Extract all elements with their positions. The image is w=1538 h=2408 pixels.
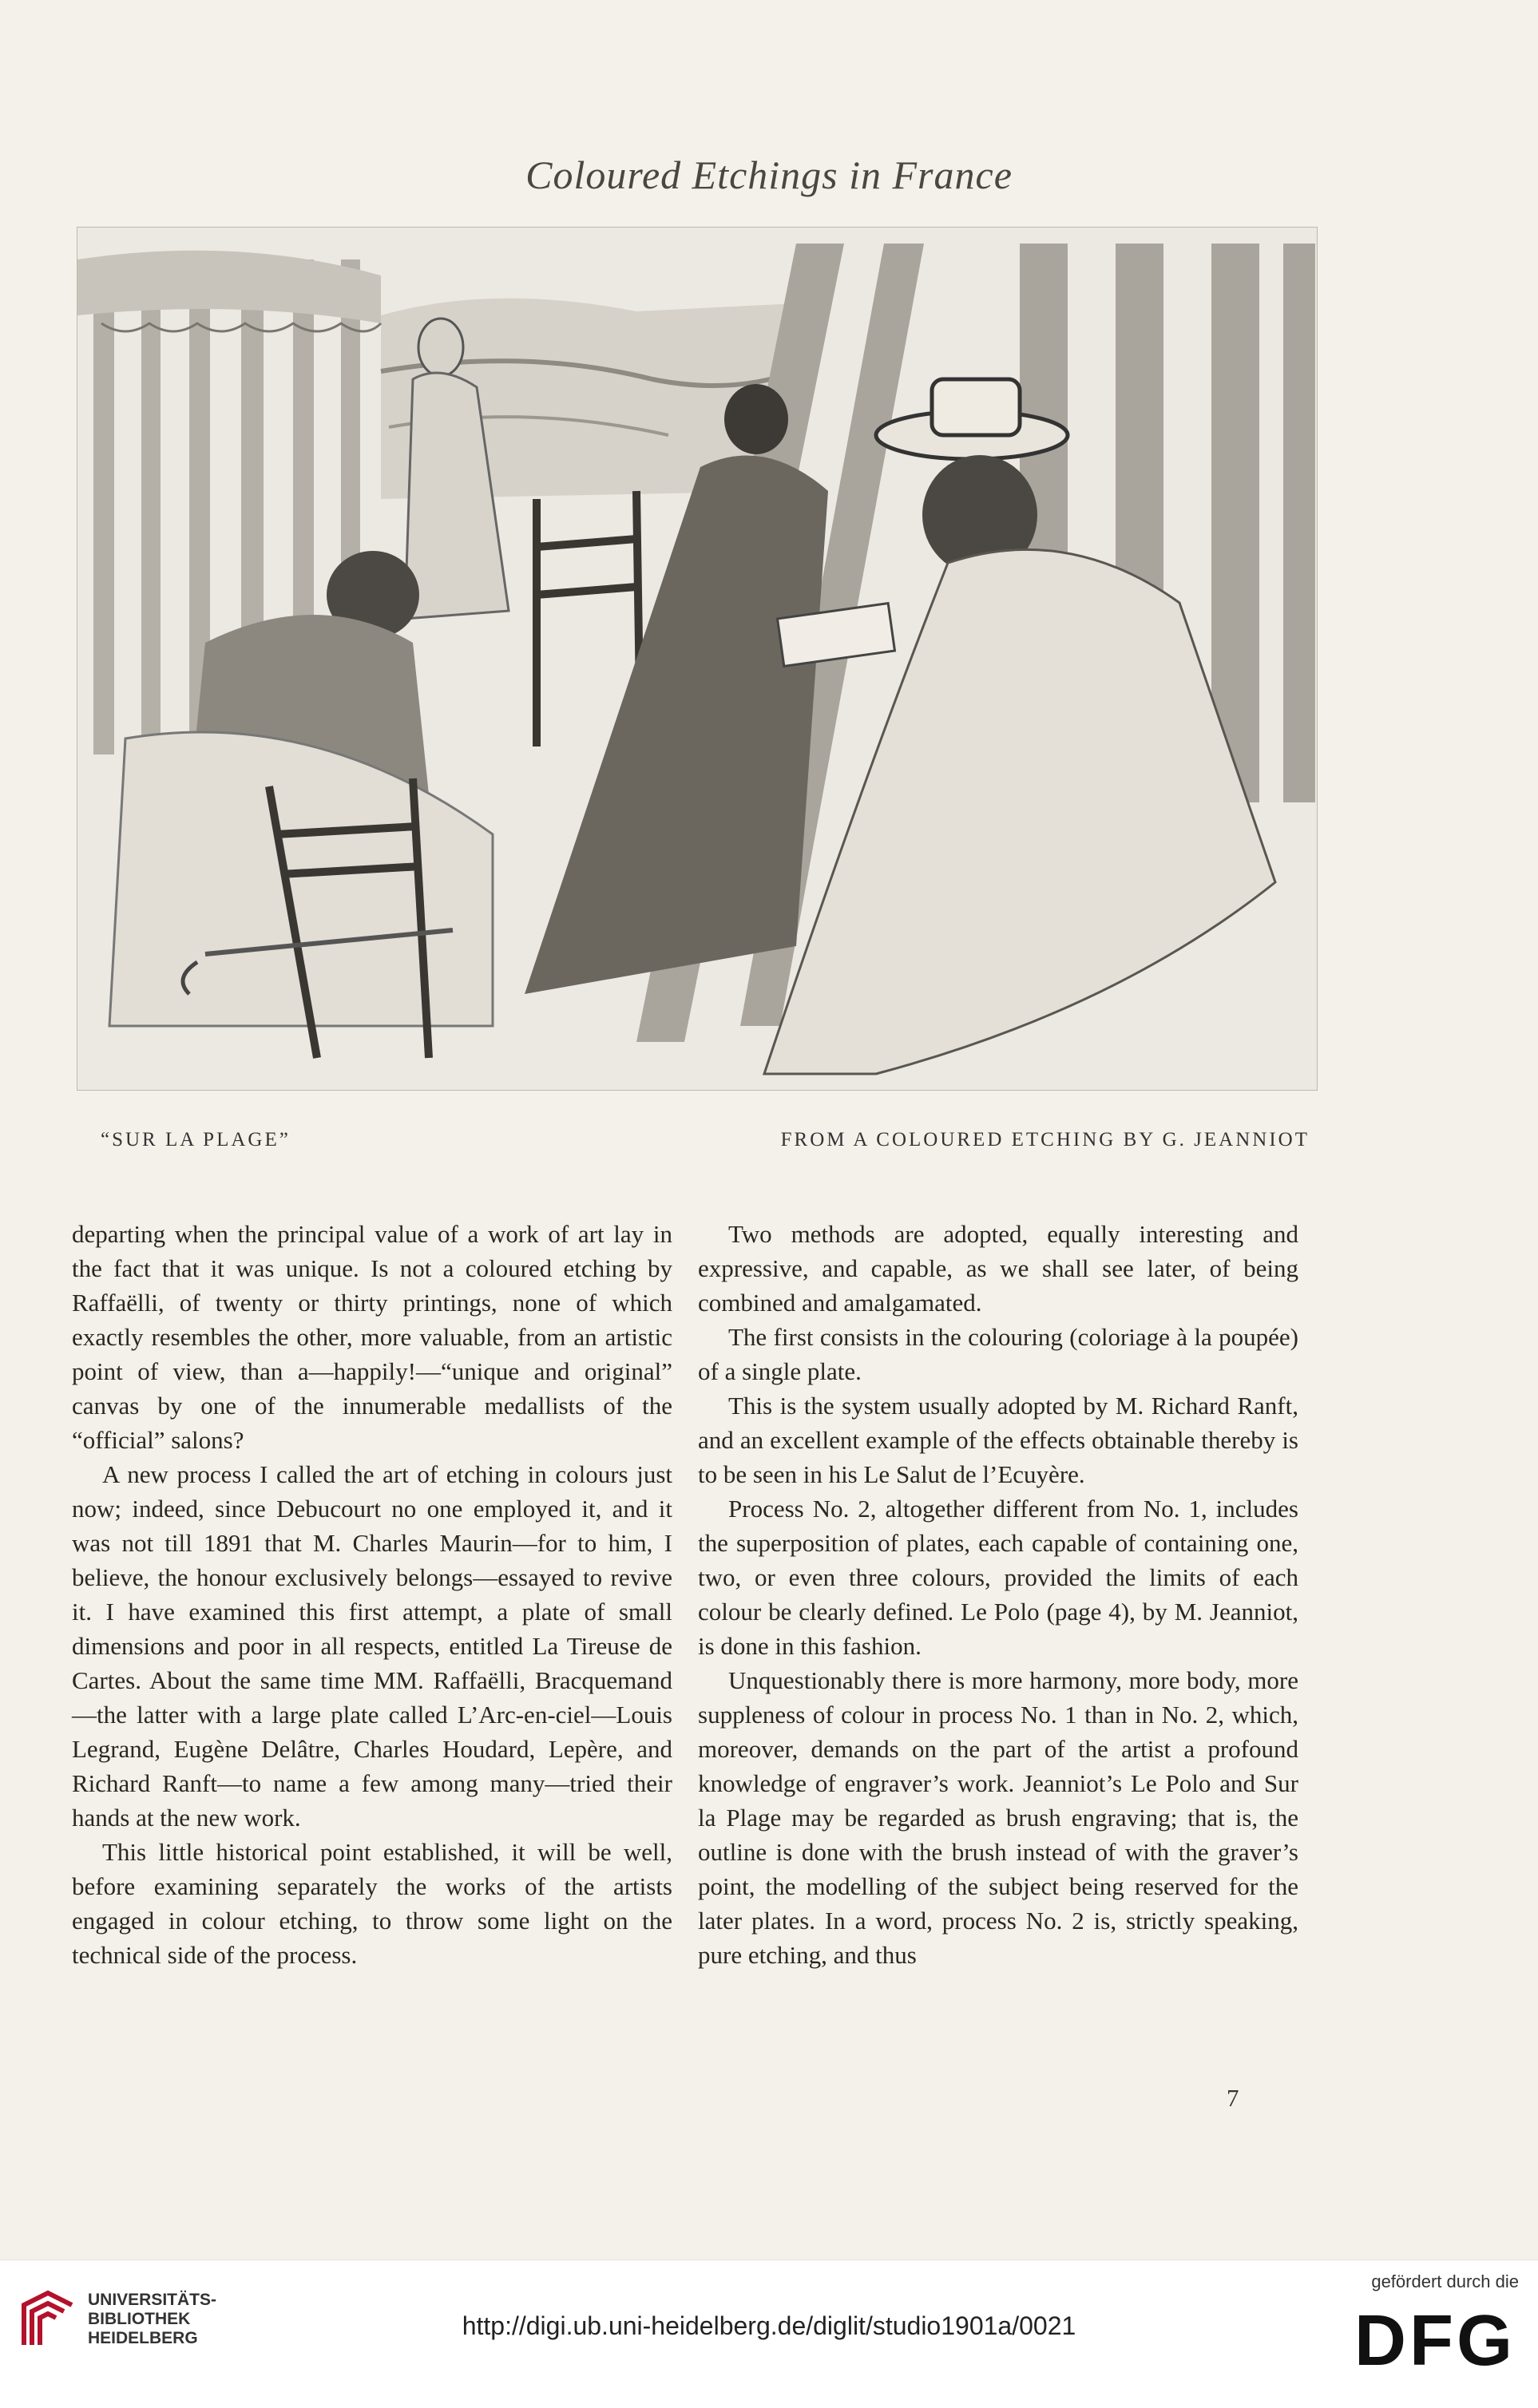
text-column-left bbox=[72, 1217, 672, 1972]
permalink[interactable]: http://digi.ub.uni-heidelberg.de/diglit/studio1901a/0021 bbox=[462, 2311, 1076, 2340]
paragraph: This little historical point established, it will be well, before examining separately the works of the artists engaged in colour etching, to throw some light on the technical side of the process. bbox=[72, 1838, 672, 1969]
library-name-line: BIBLIOTHEK bbox=[88, 2310, 191, 2328]
library-name-line: HEIDELBERG bbox=[88, 2329, 198, 2347]
page-number: 7 bbox=[1227, 2084, 1239, 2112]
paragraph: Two methods are adopted, equally interesting and expressive, and capable, as we shall see later, of being combined and amalgamated. bbox=[698, 1220, 1298, 1317]
funder-text: gefördert durch die bbox=[1371, 2271, 1519, 2291]
library-name-line: UNIVERSITÄTS- bbox=[88, 2291, 217, 2309]
etching-illustration bbox=[77, 227, 1318, 1091]
text-column-right bbox=[698, 1217, 1298, 1972]
paragraph: The first consists in the colouring (coloriage à la poupée) of a single plate. bbox=[698, 1323, 1298, 1385]
paragraph: Unquestionably there is more harmony, more body, more suppleness of colour in process No. 1 than in No. 2, which, moreover, demands on the part of the artist a profound knowledge of engraver’s work. Jeanniot’s Le Polo and Sur la Plage may be regarded as brush engraving; that is, the outline is done with the brush instead of with the graver’s point, the modelling of the subject being reserved for the later plates. In a word, process No. 2 is, strictly speaking, pure etching, and thus bbox=[698, 1666, 1298, 1969]
caption-title: “SUR LA PLAGE” bbox=[101, 1129, 291, 1151]
digitization-footer bbox=[0, 2259, 1538, 2408]
paragraph: This is the system usually adopted by M. Richard Ranft, and an excellent example of the effects obtainable thereby is to be seen in his Le Salut de l’Ecuyère. bbox=[698, 1392, 1298, 1488]
paragraph: departing when the principal value of a work of art lay in the fact that it was unique. Is not a coloured etching by Raffaëlli, of twenty or thirty printings, none of which exactly resembles the other, more valuable, from an artistic point of view, than a—happily!—“unique and original” canvas by one of the innumerable medallists of the “official” salons? bbox=[72, 1220, 672, 1454]
paragraph: Process No. 2, altogether different from No. 1, includes the superposition of plates, each capable of containing one, two, or even three colours, provided the limits of each colour be clearly defined. Le Polo (page 4), by M. Jeanniot, is done in this fashion. bbox=[698, 1495, 1298, 1660]
paragraph: A new process I called the art of etching in colours just now; indeed, since Debucourt no one employed it, and it was not till 1891 that M. Charles Maurin—for to him, I believe, the honour exclusively belongs—essayed to revive it. I have examined this first attempt, a plate of small dimensions and poor in all respects, entitled La Tireuse de Cartes. About the same time MM. Raffaëlli, Bracquemand—the latter with a large plate called L’Arc-en-ciel—Louis Legrand, Eugène Delâtre, Charles Houdard, Lepère, and Richard Ranft—to name a few among many—tried their hands at the new work. bbox=[72, 1460, 672, 1832]
caption-credit: FROM A COLOURED ETCHING BY G. JEANNIOT bbox=[780, 1129, 1310, 1151]
beach-scene-image bbox=[77, 228, 1317, 1090]
dfg-logo: DFG bbox=[1354, 2301, 1516, 2381]
running-head: Coloured Etchings in France bbox=[525, 152, 1013, 197]
